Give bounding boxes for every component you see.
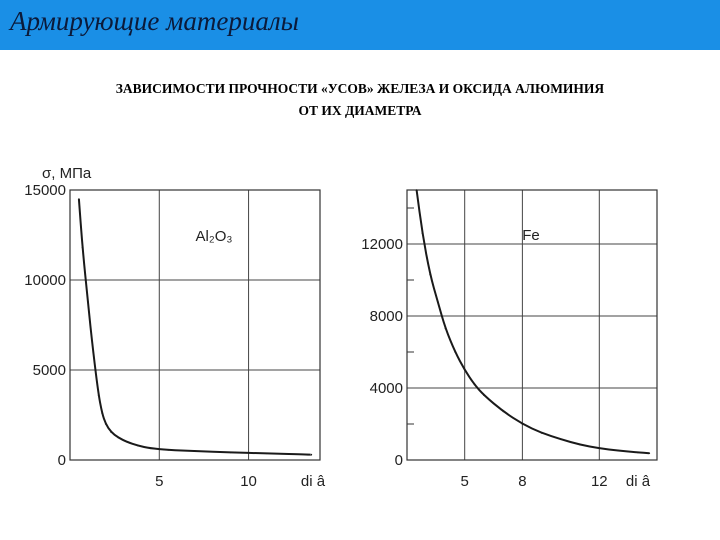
data-point: [637, 452, 639, 454]
data-point: [87, 301, 89, 303]
data-point: [454, 351, 456, 353]
data-point: [599, 448, 601, 450]
page-title: Армирующие материалы: [10, 6, 299, 36]
data-point: [464, 369, 466, 371]
y-tick-label: 0: [394, 452, 403, 469]
data-point: [117, 437, 119, 439]
data-point: [618, 450, 620, 452]
data-point: [266, 453, 268, 455]
data-point: [560, 439, 562, 441]
data-point: [167, 449, 169, 451]
y-axis-label: σ, МПа: [42, 165, 92, 182]
y-tick-label: 10000: [24, 272, 66, 289]
x-axis-label: di â: [625, 473, 651, 490]
x-tick-label: 5: [155, 473, 164, 490]
y-tick-label: 4000: [369, 380, 403, 397]
y-tick-label: 0: [57, 452, 66, 469]
data-point: [78, 198, 80, 200]
data-point: [194, 450, 196, 452]
data-point: [416, 189, 418, 191]
x-tick-label: 5: [460, 473, 469, 490]
data-point: [541, 432, 543, 434]
data-point: [437, 301, 439, 303]
data-point: [445, 328, 447, 330]
data-point: [649, 452, 651, 454]
data-point: [474, 384, 476, 386]
heading-line-2: ОТ ИХ ДИАМЕТРА: [298, 103, 422, 118]
data-point: [92, 351, 94, 353]
data-point: [483, 394, 485, 396]
heading-line-1: ЗАВИСИМОСТИ ПРОЧНОСТИ «УСОВ» ЖЕЛЕЗА И ОКСИДА АЛЮМИНИЯ: [115, 81, 605, 96]
data-point: [82, 247, 84, 249]
data-point: [502, 411, 504, 413]
series-label: Al₂O₃: [195, 228, 233, 245]
data-point: [230, 452, 232, 454]
data-point: [110, 431, 112, 433]
y-tick-label: 5000: [32, 362, 66, 379]
data-point: [310, 454, 312, 456]
data-point: [429, 274, 431, 276]
data-point: [98, 394, 100, 396]
data-point: [150, 448, 152, 450]
data-point: [137, 445, 139, 447]
data-point: [579, 444, 581, 446]
y-tick-label: 8000: [369, 308, 403, 325]
y-tick-label: 12000: [361, 236, 403, 253]
series-label: Fe: [522, 227, 540, 244]
chart-al2o3: [24, 165, 325, 490]
chart-fe: [361, 189, 657, 490]
x-tick-label: 8: [518, 473, 527, 490]
data-point: [522, 423, 524, 425]
x-tick-label: 10: [240, 473, 257, 490]
x-tick-label: 12: [590, 473, 608, 490]
data-point: [126, 441, 128, 443]
data-point: [101, 412, 103, 414]
x-axis-label: di â: [300, 473, 326, 490]
data-point: [105, 423, 107, 425]
y-tick-label: 15000: [24, 182, 66, 199]
data-point: [422, 232, 424, 234]
